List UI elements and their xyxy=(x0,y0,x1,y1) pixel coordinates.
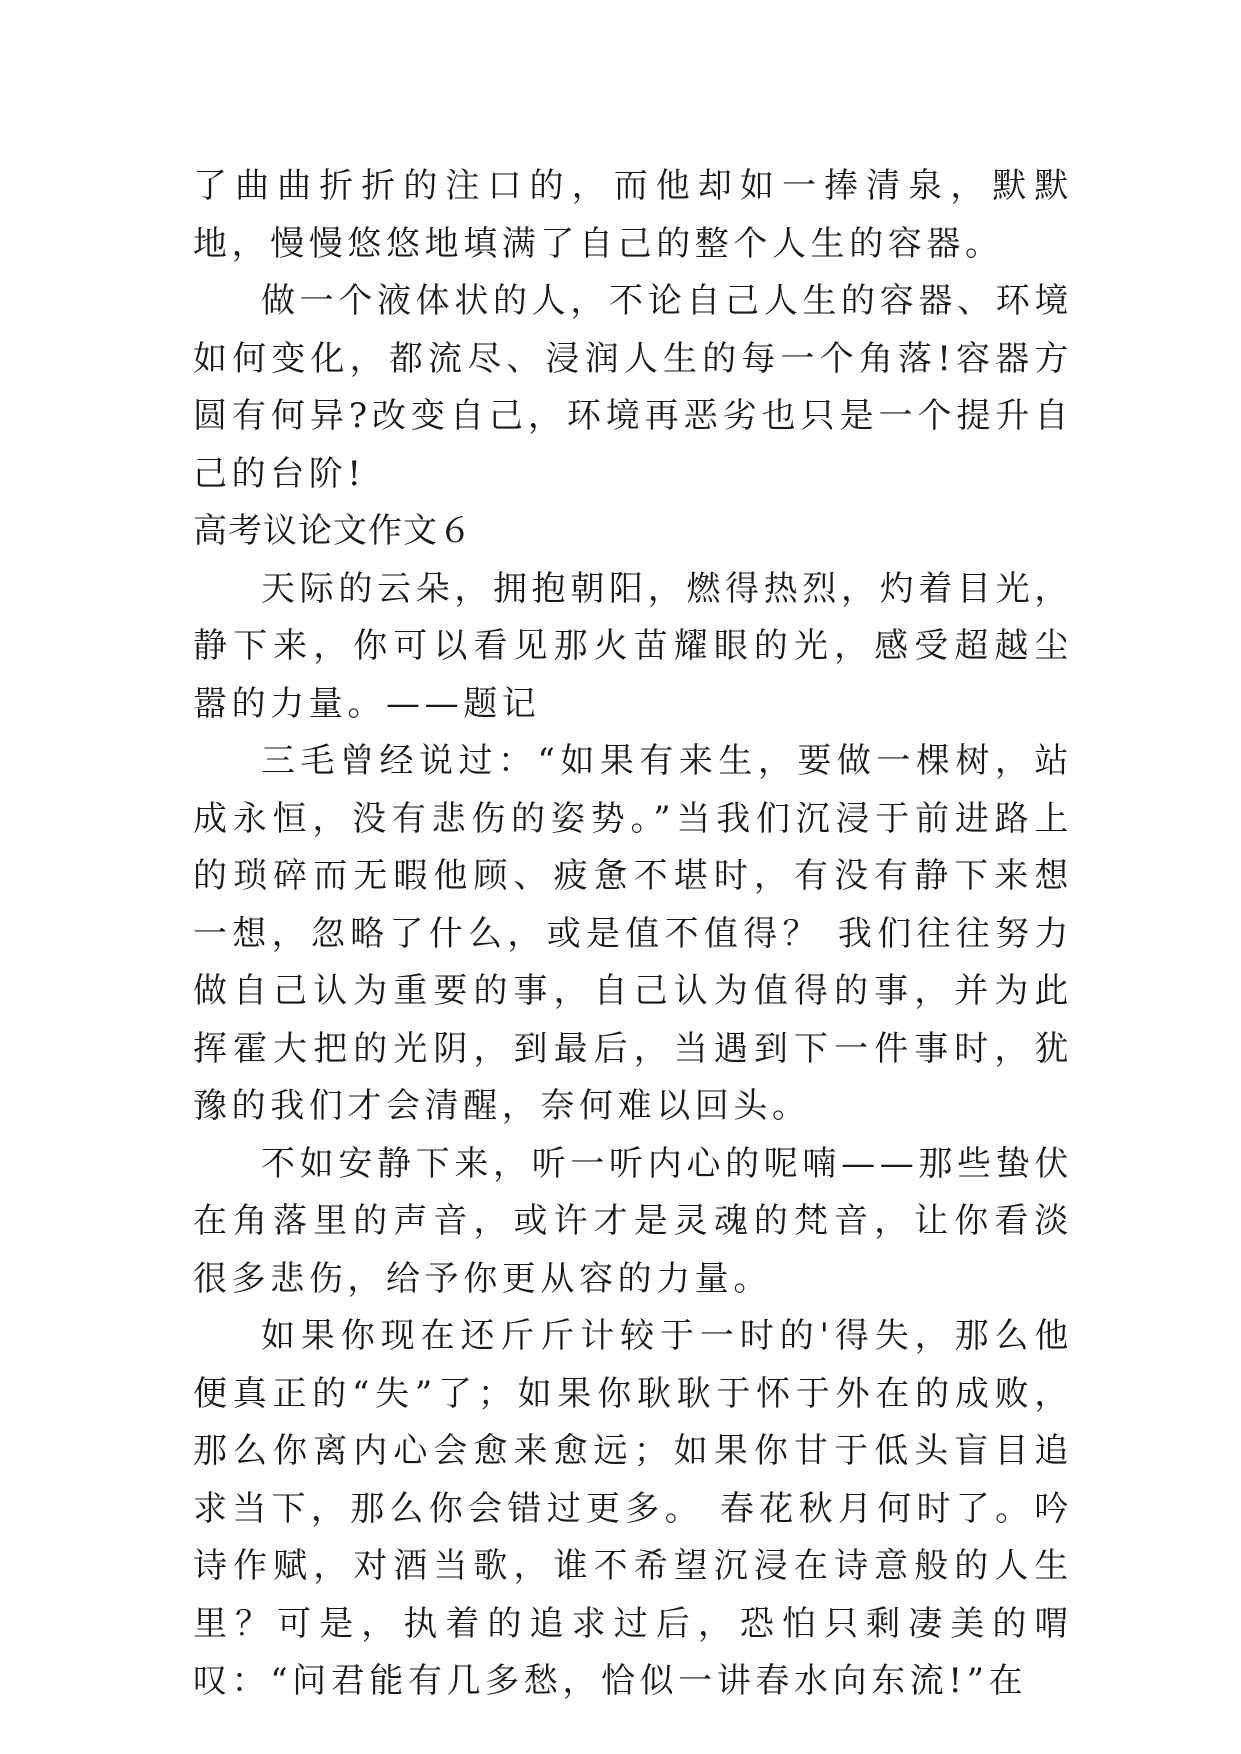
paragraph: 做一个液体状的人，不论自己人生的容器、环境如何变化，都流尽、浸润人生的每一个角落!容器方圆有何异?改变自己，环境再恶劣也只是一个提升自己的台阶! xyxy=(193,281,1073,494)
document-body xyxy=(193,158,1073,1711)
paragraph: 不如安静下来，听一听内心的呢喃——那些蛰伏在角落里的声音，或许才是灵魂的梵音，让你看淡很多悲伤，给予你更从容的力量。 xyxy=(193,1143,1073,1299)
paragraph-epigraph: 天际的云朵，拥抱朝阳，燃得热烈，灼着目光，静下来，你可以看见那火苗耀眼的光，感受超越尘嚣的力量。——题记 xyxy=(193,568,1073,724)
paragraph: 如果你现在还斤斤计较于一时的'得失，那么他便真正的“失”了；如果你耿耿于怀于外在的成败，那么你离内心会愈来愈远；如果你甘于低头盲目追求当下，那么你会错过更多。 春花秋月何时了。吟诗作赋，对酒当歌，谁不希望沉浸在诗意般的人生里？可是，执着的追求过后，恐怕只剩凄美的喟叹：“问君能有几多愁，恰似一讲春水向东流!”在 xyxy=(193,1316,1073,1701)
paragraph-continuation: 了曲曲折折的注口的，而他却如一捧清泉，默默地，慢慢悠悠地填满了自己的整个人生的容器。 xyxy=(193,166,1073,264)
paragraph: 三毛曾经说过：“如果有来生，要做一棵树，站成永恒，没有悲伤的姿势。”当我们沉浸于前进路上的琐碎而无暇他顾、疲惫不堪时，有没有静下来想一想，忽略了什么，或是值不值得？ 我们往往努力做自己认为重要的事，自己认为值得的事，并为此挥霍大把的光阴，到最后，当遇到下一件事时，犹豫的我们才会清醒，奈何难以回头。 xyxy=(193,741,1073,1126)
section-heading: 高考议论文作文６ xyxy=(193,511,473,551)
